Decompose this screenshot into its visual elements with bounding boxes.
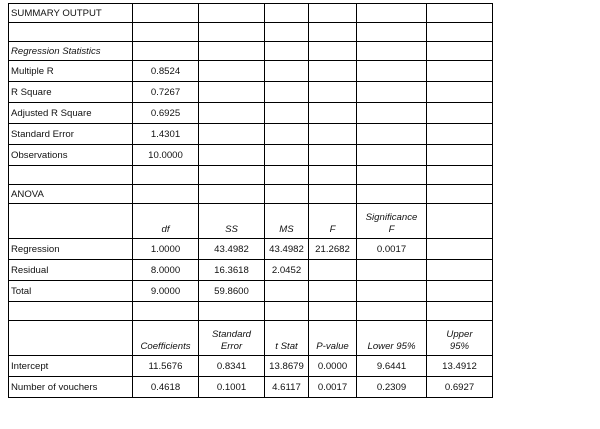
stat-row-multiple-r	[9, 61, 493, 82]
col-header-f: F	[309, 204, 357, 239]
stat-value: 0.8524	[133, 61, 199, 82]
col-header-upper-95: Upper 95%	[427, 321, 493, 356]
coefficients-header-row	[9, 321, 493, 356]
stat-row-r-square	[9, 82, 493, 103]
anova-row-regression: Regression 1.0000 43.4982 43.4982 21.2682 0.0017	[9, 239, 493, 260]
regression-summary-table	[8, 3, 493, 398]
stat-label: Multiple R	[9, 61, 133, 82]
regression-statistics-heading: Regression Statistics	[9, 42, 133, 61]
anova-heading: ANOVA	[9, 185, 133, 204]
stat-label: R Square	[9, 82, 133, 103]
coef-row-intercept: Intercept 11.5676 0.8341 13.8679 0.0000 9.6441 13.4912	[9, 356, 493, 377]
stat-row-adjusted-r-square	[9, 103, 493, 124]
anova-label: Regression	[9, 239, 133, 260]
anova-row-total: Total 9.0000 59.8600	[9, 281, 493, 302]
col-header-t-stat: t Stat	[265, 321, 309, 356]
stat-label: Adjusted R Square	[9, 103, 133, 124]
coef-label: Number of vouchers	[9, 377, 133, 398]
anova-heading-row	[9, 185, 493, 204]
col-header-ms: MS	[265, 204, 309, 239]
anova-header-row	[9, 204, 493, 239]
blank-row	[9, 166, 493, 185]
blank-row	[9, 23, 493, 42]
coef-label: Intercept	[9, 356, 133, 377]
stat-label: Standard Error	[9, 124, 133, 145]
col-header-lower-95: Lower 95%	[357, 321, 427, 356]
col-header-ss: SS	[199, 204, 265, 239]
stat-value: 1.4301	[133, 124, 199, 145]
stat-label: Observations	[9, 145, 133, 166]
col-header-df: df	[133, 204, 199, 239]
anova-row-residual: Residual 8.0000 16.3618 2.0452	[9, 260, 493, 281]
stat-row-observations	[9, 145, 493, 166]
stat-value: 0.7267	[133, 82, 199, 103]
stat-value: 10.0000	[133, 145, 199, 166]
col-header-p-value: P-value	[309, 321, 357, 356]
stat-row-standard-error	[9, 124, 493, 145]
stat-value: 0.6925	[133, 103, 199, 124]
blank-row	[9, 302, 493, 321]
title-row	[9, 4, 493, 23]
anova-label: Residual	[9, 260, 133, 281]
summary-output-title: SUMMARY OUTPUT	[9, 4, 133, 23]
col-header-standard-error: Standard Error	[199, 321, 265, 356]
anova-label: Total	[9, 281, 133, 302]
col-header-coefficients: Coefficients	[133, 321, 199, 356]
coef-row-number-of-vouchers: Number of vouchers 0.4618 0.1001 4.6117 0.0017 0.2309 0.6927	[9, 377, 493, 398]
regression-statistics-heading-row	[9, 42, 493, 61]
col-header-significance-f: Significance F	[357, 204, 427, 239]
